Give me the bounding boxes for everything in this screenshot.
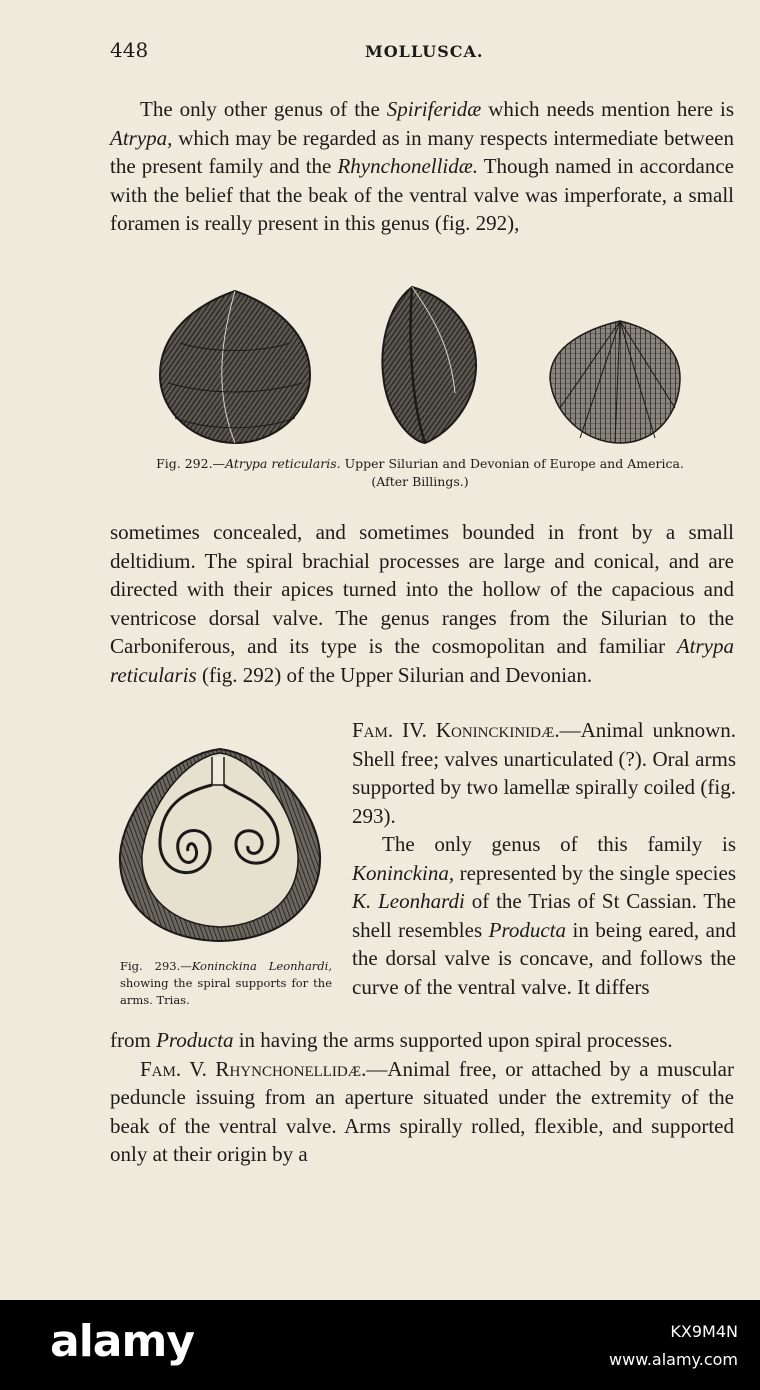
running-title: MOLLUSCA. [365,42,484,61]
shell-ventral-view [550,321,680,443]
figure-292-shells [150,283,690,448]
family-iv-heading: Fam. IV. Koninckinidæ. [352,718,560,742]
paragraph-deltidium: sometimes concealed, and sometimes bounded in front by a small deltidium. The spiral brachial processes are large and conical, and are directed with their apices turned into the hollow of the capacious and ventricose dorsal valve. The genus ranges from the Silurian to the Carboniferous, and its type is the cosmopolitan and familiar Atrypa reticularis (fig. 292) of the Upper Silurian and Devonian. [110,520,734,687]
figure-293-koninckina [112,745,327,945]
shell-side-view [382,287,476,443]
shell-dorsal-view [160,291,310,443]
page-number: 448 [110,38,149,62]
figure-293-caption: Fig. 293.—Koninckina Leonhardi, showing the spiral supports for the arms. Trias. [120,959,332,1007]
site-url: www.alamy.com [609,1350,738,1369]
running-head [110,38,732,68]
figure-292-caption: Fig. 292.—Atrypa reticularis. Upper Silurian and Devonian of Europe and America. (After Billings.) [156,456,684,489]
alamy-logo: alamy [50,1316,194,1367]
paragraph-koninckinidae: Fam. IV. Koninckinidæ.—Animal unknown. Shell free; valves unarticulated (?). Oral arms supported by two lamellæ spirally coiled (fig. 293). The only genus of this family is Koninckina, represented by the single species K. Leonhardi of the Trias of St Cassian. The shell resembles Producta in being eared, and the dorsal valve is concave, and follows the curve of the ventral valve. It differs [352,718,736,999]
paragraph-rhynchonellidae: from Producta in having the arms supported upon spiral processes. Fam. V. Rhynchonellidæ.—Animal free, or attached by a muscular peduncle issuing from an aperture situated under the extremity of the beak of the ventral valve. Arms spirally rolled, flexible, and supported only at their origin by a [110,1028,734,1166]
image-id: KX9M4N [670,1322,738,1341]
paragraph-atrypa: The only other genus of the Spiriferidæ which needs mention here is Atrypa, which may be regarded as in many respects intermediate between the present family and the Rhynchonellidæ. Though named in accordance with the belief that the beak of the ventral valve was imperforate, a small foramen is really present in this genus (fig. 292), [110,97,734,235]
family-v-heading: Fam. V. Rhynchonellidæ. [140,1056,367,1081]
